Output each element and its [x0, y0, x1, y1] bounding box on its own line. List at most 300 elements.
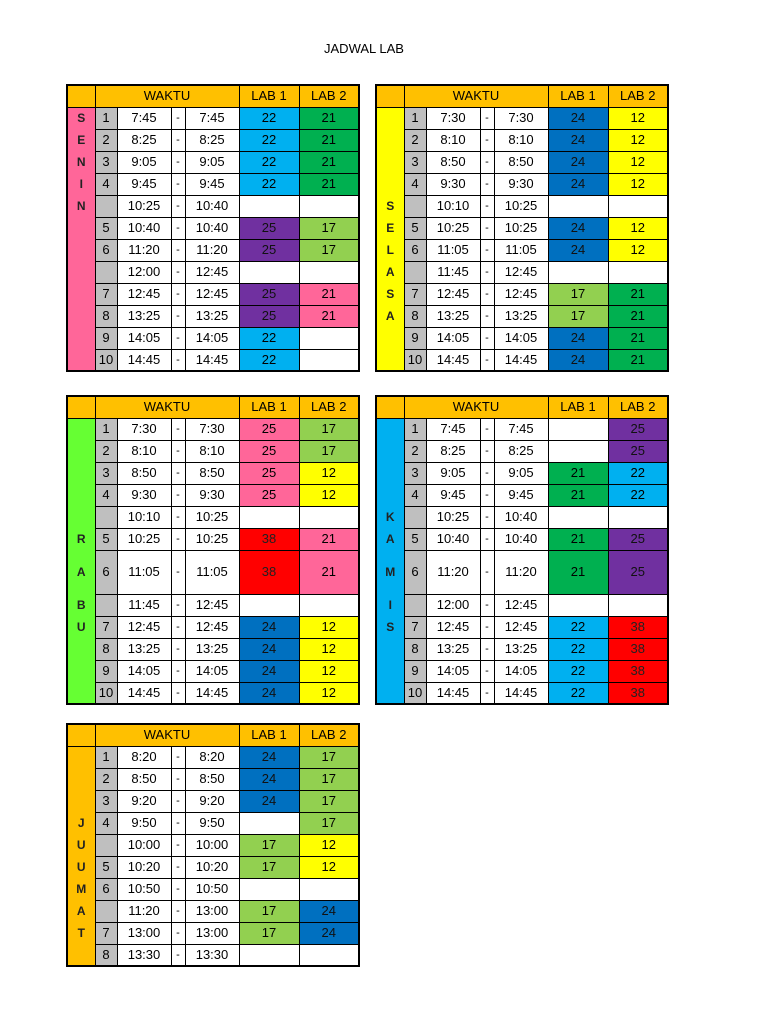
time-separator: -	[171, 922, 185, 944]
lab1-cell: 21	[548, 550, 608, 594]
day-letter: U	[67, 834, 95, 856]
day-letter	[376, 484, 404, 506]
period-number: 4	[404, 484, 426, 506]
header-lab1: LAB 1	[239, 724, 299, 746]
time-separator: -	[480, 506, 494, 528]
table-row	[67, 660, 359, 682]
start-time: 10:40	[426, 528, 480, 550]
end-time: 10:20	[185, 856, 239, 878]
lab1-cell: 25	[239, 217, 299, 239]
day-letter: M	[376, 550, 404, 594]
start-time: 9:05	[426, 462, 480, 484]
table-row	[376, 418, 668, 440]
period-number: 4	[95, 173, 117, 195]
time-separator: -	[480, 616, 494, 638]
period-number: 2	[404, 129, 426, 151]
lab2-cell: 12	[608, 151, 668, 173]
day-letter: I	[376, 594, 404, 616]
period-number: 5	[404, 217, 426, 239]
period-number: 9	[404, 660, 426, 682]
start-time: 7:45	[117, 107, 171, 129]
start-time: 8:20	[117, 746, 171, 768]
period-number	[95, 900, 117, 922]
lab1-cell: 24	[239, 638, 299, 660]
period-number: 6	[404, 239, 426, 261]
time-separator: -	[480, 283, 494, 305]
lab2-cell: 25	[608, 440, 668, 462]
time-separator: -	[480, 594, 494, 616]
time-separator: -	[171, 878, 185, 900]
lab2-cell: 21	[608, 349, 668, 371]
table-row	[376, 195, 668, 217]
table-row	[376, 528, 668, 550]
day-letter	[67, 790, 95, 812]
header-lab1: LAB 1	[239, 85, 299, 107]
time-separator: -	[171, 151, 185, 173]
lab2-cell: 21	[299, 305, 359, 327]
start-time: 14:45	[426, 682, 480, 704]
table-row	[67, 790, 359, 812]
period-number: 9	[95, 327, 117, 349]
lab1-cell: 22	[548, 616, 608, 638]
time-separator: -	[480, 107, 494, 129]
period-number: 3	[95, 151, 117, 173]
table-row	[376, 151, 668, 173]
period-number: 3	[95, 790, 117, 812]
day-letter: L	[376, 239, 404, 261]
end-time: 10:25	[185, 528, 239, 550]
start-time: 13:25	[117, 638, 171, 660]
start-time: 7:30	[426, 107, 480, 129]
time-separator: -	[480, 261, 494, 283]
lab1-cell	[548, 506, 608, 528]
lab1-cell: 24	[239, 746, 299, 768]
day-letter: M	[67, 878, 95, 900]
table-row	[67, 151, 359, 173]
lab2-cell: 24	[299, 922, 359, 944]
lab1-cell	[239, 594, 299, 616]
start-time: 12:45	[426, 616, 480, 638]
period-number	[95, 195, 117, 217]
end-time: 13:30	[185, 944, 239, 966]
table-row	[67, 327, 359, 349]
period-number: 7	[404, 283, 426, 305]
start-time: 8:10	[426, 129, 480, 151]
header-lab2: LAB 2	[608, 396, 668, 418]
start-time: 9:45	[117, 173, 171, 195]
end-time: 11:20	[494, 550, 548, 594]
lab2-cell: 17	[299, 768, 359, 790]
end-time: 10:25	[185, 506, 239, 528]
lab2-cell	[608, 506, 668, 528]
start-time: 11:45	[117, 594, 171, 616]
start-time: 10:25	[426, 217, 480, 239]
day-letter	[67, 746, 95, 768]
day-letter	[376, 129, 404, 151]
period-number: 9	[95, 660, 117, 682]
day-letter: I	[67, 173, 95, 195]
time-separator: -	[171, 550, 185, 594]
start-time: 8:50	[117, 462, 171, 484]
lab2-cell: 21	[299, 129, 359, 151]
period-number: 1	[404, 107, 426, 129]
end-time: 10:25	[494, 195, 548, 217]
table-row	[67, 922, 359, 944]
table-row	[67, 283, 359, 305]
lab2-cell	[299, 944, 359, 966]
period-number: 2	[95, 129, 117, 151]
time-separator: -	[171, 616, 185, 638]
table-row	[67, 768, 359, 790]
header-blank	[376, 396, 404, 418]
start-time: 9:30	[117, 484, 171, 506]
start-time: 9:45	[426, 484, 480, 506]
lab2-cell: 21	[299, 173, 359, 195]
start-time: 11:45	[426, 261, 480, 283]
start-time: 12:00	[426, 594, 480, 616]
lab1-cell: 21	[548, 528, 608, 550]
start-time: 9:50	[117, 812, 171, 834]
time-separator: -	[480, 129, 494, 151]
start-time: 8:25	[117, 129, 171, 151]
lab1-cell: 22	[239, 327, 299, 349]
lab1-cell	[239, 261, 299, 283]
start-time: 10:10	[426, 195, 480, 217]
lab2-cell: 17	[299, 418, 359, 440]
time-separator: -	[171, 195, 185, 217]
start-time: 11:20	[117, 900, 171, 922]
end-time: 13:00	[185, 922, 239, 944]
table-row	[376, 616, 668, 638]
lab1-cell	[239, 878, 299, 900]
period-number	[95, 506, 117, 528]
header-blank	[376, 85, 404, 107]
lab1-cell	[548, 440, 608, 462]
table-row	[67, 616, 359, 638]
table-row	[376, 107, 668, 129]
table-row	[67, 506, 359, 528]
day-letter: N	[67, 151, 95, 173]
end-time: 9:45	[494, 484, 548, 506]
lab2-cell: 25	[608, 418, 668, 440]
table-row	[376, 305, 668, 327]
period-number: 6	[95, 550, 117, 594]
period-number: 9	[404, 327, 426, 349]
table-row	[67, 440, 359, 462]
time-separator: -	[480, 462, 494, 484]
time-separator: -	[480, 239, 494, 261]
end-time: 14:45	[185, 682, 239, 704]
end-time: 12:45	[185, 616, 239, 638]
header-waktu: WAKTU	[404, 396, 548, 418]
end-time: 9:05	[185, 151, 239, 173]
lab2-cell: 25	[608, 550, 668, 594]
table-row	[376, 440, 668, 462]
day-letter	[376, 660, 404, 682]
start-time: 14:45	[117, 349, 171, 371]
time-separator: -	[171, 261, 185, 283]
period-number	[95, 834, 117, 856]
period-number: 1	[95, 107, 117, 129]
end-time: 13:25	[494, 638, 548, 660]
end-time: 7:45	[185, 107, 239, 129]
time-separator: -	[171, 305, 185, 327]
lab2-cell: 22	[608, 462, 668, 484]
table-row	[376, 682, 668, 704]
lab1-cell: 24	[548, 151, 608, 173]
lab1-cell: 25	[239, 283, 299, 305]
time-separator: -	[171, 812, 185, 834]
lab1-cell: 24	[548, 173, 608, 195]
table-row	[67, 528, 359, 550]
lab2-cell: 24	[299, 900, 359, 922]
day-letter: B	[67, 594, 95, 616]
lab1-cell: 38	[239, 528, 299, 550]
period-number	[404, 195, 426, 217]
table-row	[67, 812, 359, 834]
day-letter	[376, 682, 404, 704]
table-row	[376, 638, 668, 660]
period-number: 10	[95, 682, 117, 704]
header-lab2: LAB 2	[299, 85, 359, 107]
day-letter	[376, 151, 404, 173]
start-time: 10:20	[117, 856, 171, 878]
start-time: 13:25	[426, 638, 480, 660]
schedule-senin	[66, 84, 360, 372]
start-time: 11:20	[117, 239, 171, 261]
end-time: 9:50	[185, 812, 239, 834]
lab1-cell: 25	[239, 418, 299, 440]
time-separator: -	[480, 349, 494, 371]
day-letter	[67, 327, 95, 349]
lab1-cell: 25	[239, 239, 299, 261]
start-time: 9:20	[117, 790, 171, 812]
lab2-cell	[299, 594, 359, 616]
period-number: 3	[95, 462, 117, 484]
period-number: 10	[404, 682, 426, 704]
start-time: 8:10	[117, 440, 171, 462]
lab2-cell: 12	[299, 638, 359, 660]
lab2-cell: 17	[299, 790, 359, 812]
period-number: 4	[404, 173, 426, 195]
time-separator: -	[480, 151, 494, 173]
table-row	[376, 261, 668, 283]
start-time: 10:00	[117, 834, 171, 856]
lab2-cell: 12	[608, 129, 668, 151]
page-title: JADWAL LAB	[324, 41, 404, 56]
table-row	[67, 594, 359, 616]
table-row	[376, 129, 668, 151]
start-time: 12:45	[117, 616, 171, 638]
start-time: 7:45	[426, 418, 480, 440]
start-time: 13:25	[117, 305, 171, 327]
period-number: 1	[95, 746, 117, 768]
lab1-cell: 25	[239, 462, 299, 484]
header-lab2: LAB 2	[608, 85, 668, 107]
period-number: 4	[95, 484, 117, 506]
end-time: 9:05	[494, 462, 548, 484]
time-separator: -	[171, 660, 185, 682]
end-time: 9:20	[185, 790, 239, 812]
period-number: 6	[95, 878, 117, 900]
start-time: 14:05	[117, 327, 171, 349]
end-time: 14:05	[494, 327, 548, 349]
lab1-cell: 24	[548, 217, 608, 239]
day-letter: E	[376, 217, 404, 239]
day-letter: U	[67, 616, 95, 638]
end-time: 10:40	[494, 506, 548, 528]
start-time: 11:20	[426, 550, 480, 594]
lab1-cell: 24	[239, 616, 299, 638]
lab1-cell: 22	[548, 660, 608, 682]
day-letter	[376, 349, 404, 371]
schedule-jumat	[66, 723, 360, 967]
lab2-cell: 38	[608, 616, 668, 638]
lab1-cell: 24	[548, 239, 608, 261]
lab1-cell: 24	[239, 768, 299, 790]
end-time: 12:45	[494, 261, 548, 283]
table-row	[67, 944, 359, 966]
lab1-cell: 17	[239, 900, 299, 922]
end-time: 10:40	[494, 528, 548, 550]
end-time: 8:50	[185, 462, 239, 484]
start-time: 10:25	[426, 506, 480, 528]
period-number: 10	[404, 349, 426, 371]
table-row	[67, 305, 359, 327]
time-separator: -	[171, 746, 185, 768]
start-time: 10:50	[117, 878, 171, 900]
lab2-cell: 12	[608, 107, 668, 129]
lab2-cell: 21	[608, 305, 668, 327]
table-row	[67, 484, 359, 506]
period-number: 8	[95, 305, 117, 327]
day-letter	[67, 283, 95, 305]
end-time: 7:45	[494, 418, 548, 440]
lab2-cell	[299, 327, 359, 349]
lab1-cell: 17	[239, 856, 299, 878]
lab2-cell	[299, 506, 359, 528]
day-letter: E	[67, 129, 95, 151]
day-letter: A	[67, 900, 95, 922]
table-row	[376, 594, 668, 616]
end-time: 8:50	[185, 768, 239, 790]
lab2-cell: 12	[299, 834, 359, 856]
time-separator: -	[171, 283, 185, 305]
lab2-cell: 12	[608, 217, 668, 239]
start-time: 8:50	[117, 768, 171, 790]
lab1-cell: 17	[239, 922, 299, 944]
start-time: 13:30	[117, 944, 171, 966]
table-row	[376, 484, 668, 506]
table-row	[67, 349, 359, 371]
table-row	[67, 173, 359, 195]
lab1-cell: 22	[548, 682, 608, 704]
end-time: 11:05	[494, 239, 548, 261]
end-time: 9:30	[185, 484, 239, 506]
start-time: 9:05	[117, 151, 171, 173]
time-separator: -	[171, 239, 185, 261]
day-letter	[67, 440, 95, 462]
end-time: 8:50	[494, 151, 548, 173]
period-number: 1	[404, 418, 426, 440]
day-letter	[67, 484, 95, 506]
header-waktu: WAKTU	[95, 85, 239, 107]
end-time: 13:25	[185, 638, 239, 660]
table-row	[376, 506, 668, 528]
time-separator: -	[480, 528, 494, 550]
header-waktu: WAKTU	[95, 724, 239, 746]
end-time: 10:25	[494, 217, 548, 239]
lab1-cell: 24	[548, 129, 608, 151]
end-time: 10:00	[185, 834, 239, 856]
lab2-cell	[608, 195, 668, 217]
time-separator: -	[480, 440, 494, 462]
time-separator: -	[480, 418, 494, 440]
end-time: 12:45	[185, 261, 239, 283]
table-row	[67, 107, 359, 129]
lab1-cell: 25	[239, 305, 299, 327]
lab2-cell: 21	[299, 107, 359, 129]
lab1-cell: 38	[239, 550, 299, 594]
start-time: 10:25	[117, 528, 171, 550]
lab1-cell	[239, 812, 299, 834]
time-separator: -	[171, 107, 185, 129]
lab1-cell	[239, 195, 299, 217]
day-letter: A	[376, 305, 404, 327]
period-number: 2	[95, 440, 117, 462]
lab2-cell: 38	[608, 660, 668, 682]
day-letter: A	[67, 550, 95, 594]
period-number	[404, 594, 426, 616]
end-time: 11:05	[185, 550, 239, 594]
end-time: 13:00	[185, 900, 239, 922]
time-separator: -	[480, 195, 494, 217]
lab2-cell: 38	[608, 638, 668, 660]
header-waktu: WAKTU	[404, 85, 548, 107]
start-time: 11:05	[117, 550, 171, 594]
end-time: 8:25	[494, 440, 548, 462]
end-time: 10:50	[185, 878, 239, 900]
time-separator: -	[480, 484, 494, 506]
start-time: 12:00	[117, 261, 171, 283]
table-row	[67, 682, 359, 704]
lab1-cell: 17	[548, 305, 608, 327]
time-separator: -	[171, 594, 185, 616]
period-number: 3	[404, 151, 426, 173]
lab1-cell: 25	[239, 484, 299, 506]
start-time: 13:00	[117, 922, 171, 944]
start-time: 10:25	[117, 195, 171, 217]
period-number	[95, 594, 117, 616]
lab1-cell	[548, 195, 608, 217]
period-number: 2	[95, 768, 117, 790]
end-time: 9:45	[185, 173, 239, 195]
start-time: 14:05	[426, 327, 480, 349]
day-letter: J	[67, 812, 95, 834]
header-lab1: LAB 1	[548, 85, 608, 107]
day-letter: U	[67, 856, 95, 878]
period-number: 7	[404, 616, 426, 638]
end-time: 14:05	[494, 660, 548, 682]
lab1-cell: 25	[239, 440, 299, 462]
lab1-cell: 24	[239, 790, 299, 812]
time-separator: -	[171, 349, 185, 371]
start-time: 14:45	[117, 682, 171, 704]
lab2-cell	[608, 261, 668, 283]
lab2-cell: 12	[608, 239, 668, 261]
lab2-cell: 22	[608, 484, 668, 506]
lab1-cell: 22	[239, 151, 299, 173]
